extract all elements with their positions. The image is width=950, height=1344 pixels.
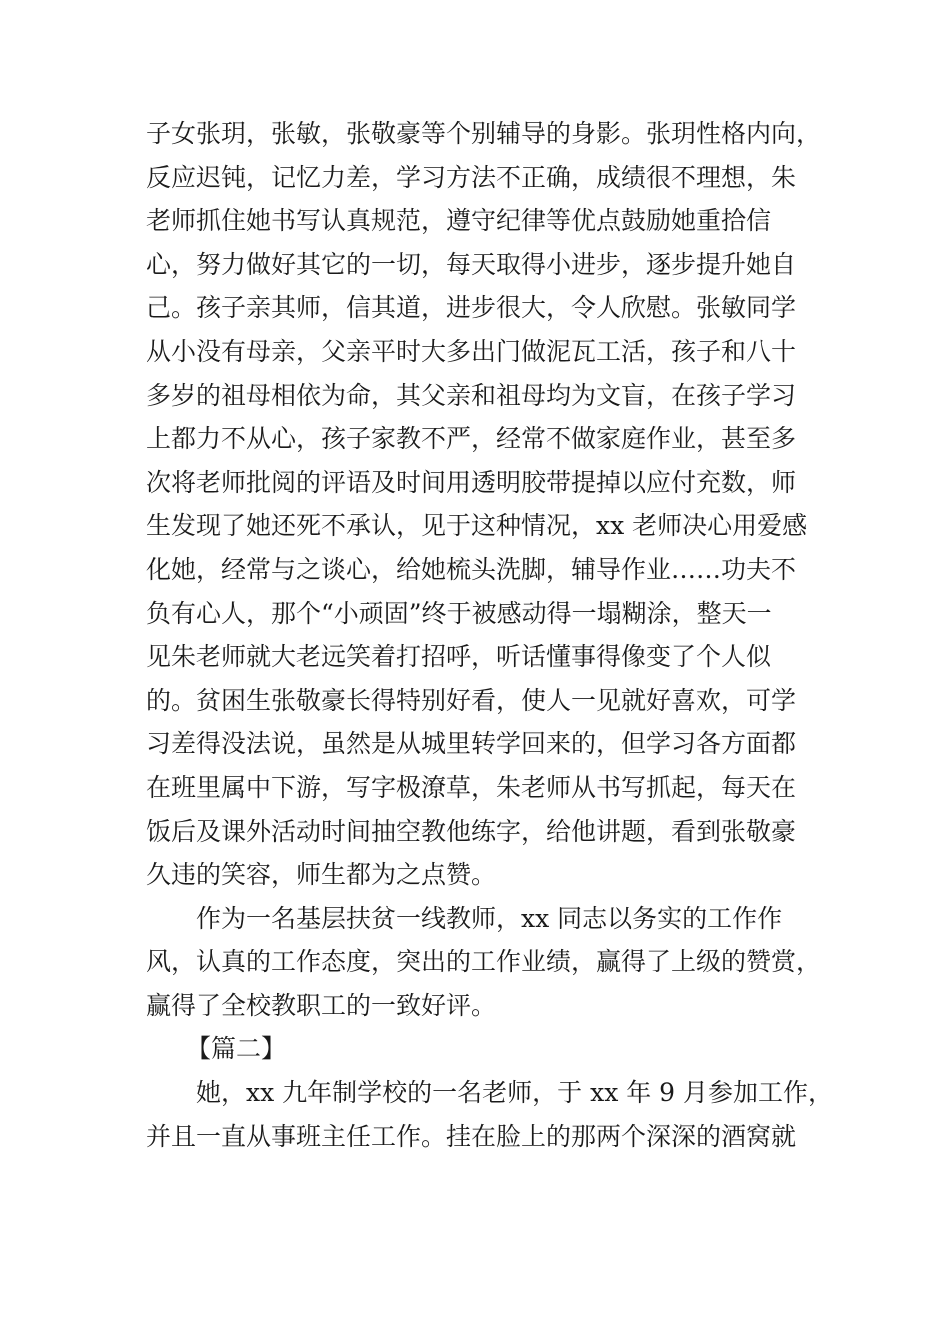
text-line: 化她，经常与之谈心，给她梳头洗脚，辅导作业……功夫不	[146, 554, 797, 584]
text-line: 子女张玥，张敏，张敬豪等个别辅导的身影。张玥性格内向，	[146, 119, 822, 148]
text-line: 次将老师批阅的评语及时间用透明胶带提掉以应付充数，师	[146, 467, 797, 497]
text-line: 上都力不从心，孩子家教不严，经常不做家庭作业，甚至多	[146, 424, 797, 454]
text-line: 风，认真的工作态度，突出的工作业绩，赢得了上级的赞赏，	[146, 947, 822, 977]
text-line: 从小没有母亲，父亲平时大多出门做泥瓦工活，孩子和八十	[146, 336, 797, 366]
text-line: 久违的笑容，师生都为之点赞。	[146, 860, 497, 890]
text-line: 饭后及课外活动时间抽空教他练字，给他讲题，看到张敬豪	[146, 816, 797, 846]
text-line: 并且一直从事班主任工作。挂在脸上的那两个深深的酒窝就	[146, 1121, 797, 1151]
paragraph-start-line: 她，xx 九年制学校的一名老师，于 xx 年 9 月参加工作，	[196, 1078, 834, 1108]
section-heading: 【篇二】	[186, 1034, 287, 1064]
text-line: 己。孩子亲其师，信其道，进步很大，令人欣慰。张敏同学	[146, 293, 797, 323]
text-line: 反应迟钝，记忆力差，学习方法不正确，成绩很不理想，朱	[146, 162, 797, 192]
text-line: 心，努力做好其它的一切，每天取得小进步，逐步提升她自	[146, 249, 797, 279]
text-line: 的。贫困生张敬豪长得特别好看，使人一见就好喜欢，可学	[146, 685, 797, 715]
document-body	[146, 112, 846, 1158]
paragraph-start-line: 作为一名基层扶贫一线教师，xx 同志以务实的工作作	[196, 903, 783, 933]
text-line: 见朱老师就大老远笑着打招呼，听话懂事得像变了个人似	[146, 642, 772, 672]
text-line: 赢得了全校教职工的一致好评。	[146, 990, 497, 1020]
text-line: 在班里属中下游，写字极潦草，朱老师从书写抓起，每天在	[146, 772, 797, 802]
text-line: 生发现了她还死不承认，见于这种情况，xx 老师决心用爱感	[146, 511, 808, 541]
text-line: 老师抓住她书写认真规范，遵守纪律等优点鼓励她重拾信	[146, 206, 772, 236]
text-line: 习差得没法说，虽然是从城里转学回来的，但学习各方面都	[146, 729, 797, 759]
text-line: 多岁的祖母相依为命，其父亲和祖母均为文盲，在孩子学习	[146, 380, 797, 410]
text-line: 负有心人，那个“小顽固”终于被感动得一塌糊涂，整天一	[146, 598, 772, 628]
